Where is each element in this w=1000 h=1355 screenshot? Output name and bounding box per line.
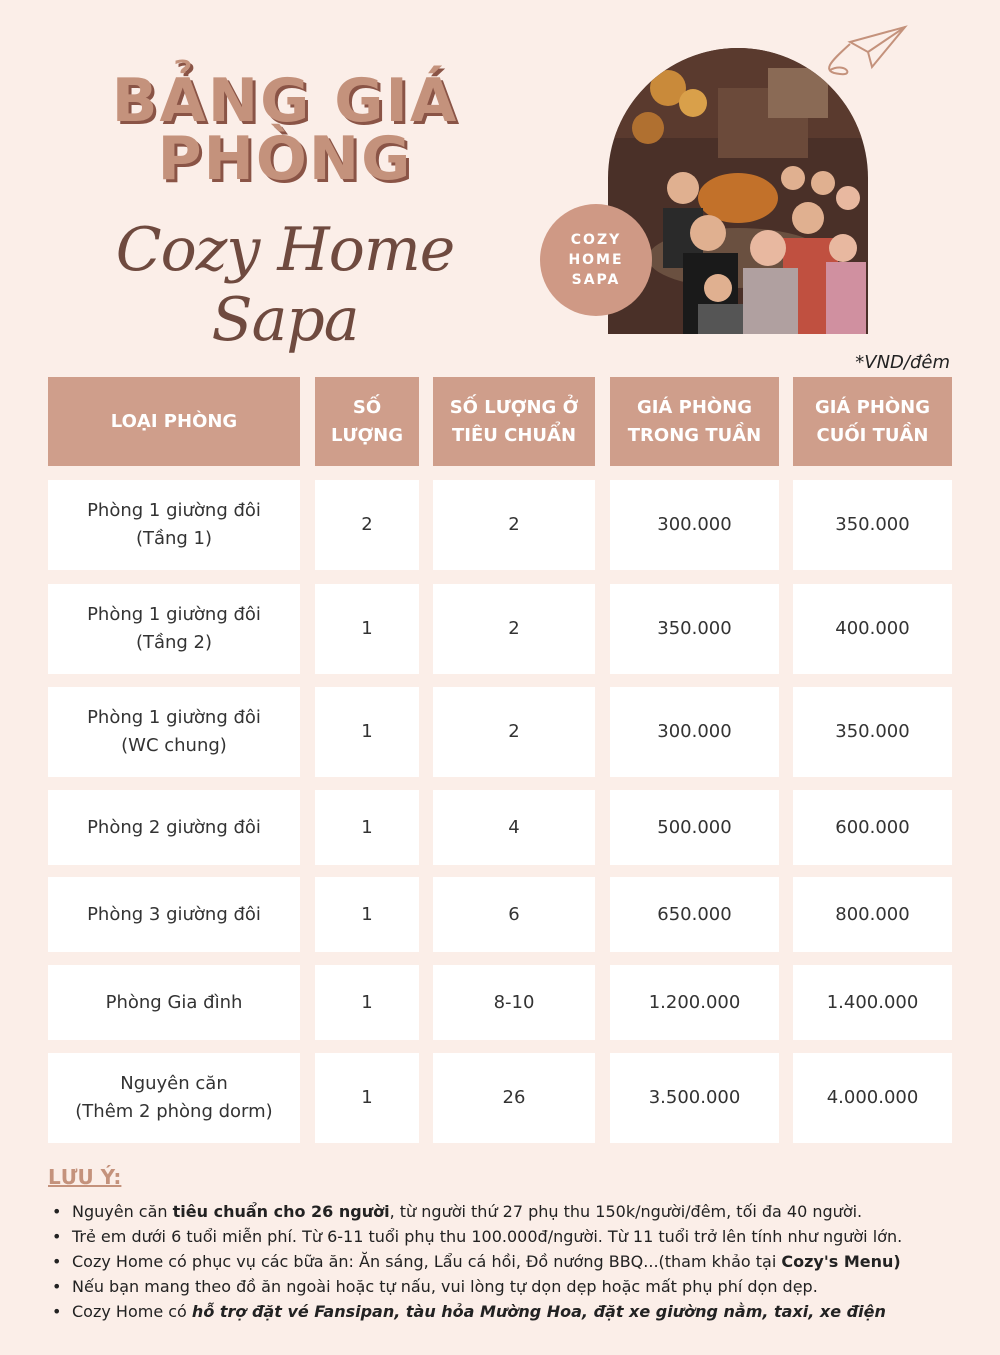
cell-weekend-price	[793, 965, 952, 1040]
cell-text: 300.000	[657, 514, 732, 535]
cell-text-line: Nguyên căn	[120, 1073, 228, 1094]
currency-unit-note: *VND/đêm	[855, 352, 950, 373]
cell-text: 1	[361, 816, 373, 838]
note-text: , từ người thứ 27 phụ thu 150k/người/đêm, tối đa 40 người.	[389, 1202, 863, 1221]
cell-text: 2	[508, 721, 520, 742]
cell-text: 350.000	[835, 721, 910, 742]
cell-standard-capacity	[433, 687, 595, 777]
note-text: tiêu chuẩn cho 26 người	[172, 1202, 390, 1221]
page-title	[95, 66, 475, 194]
cell-text: 1	[361, 991, 373, 1013]
header-text-line: TRONG TUẦN	[627, 424, 762, 446]
note-text: hỗ trợ đặt vé Fansipan, tàu hỏa Mường Hoa, đặt xe giường nằm, taxi, xe điện	[191, 1302, 886, 1321]
cell-text: 1	[361, 1087, 373, 1108]
cell-text: 3.500.000	[648, 1087, 741, 1108]
header-quantity	[315, 377, 419, 466]
cell-room-type	[48, 790, 300, 865]
notes-list	[48, 1199, 968, 1324]
cell-text: 2	[508, 618, 520, 639]
header-text-line: SỐ	[352, 396, 382, 418]
cell-text-line: Phòng 1 giường đôi	[87, 707, 261, 728]
cell-weekday-price	[610, 584, 779, 674]
cell-text-line: Phòng 1 giường đôi	[87, 604, 261, 625]
cell-text: 1	[361, 903, 373, 925]
cell-standard-capacity	[433, 480, 595, 570]
note-text: Cozy's Menu)	[781, 1252, 901, 1271]
header-room-type	[48, 377, 300, 466]
header-text-line: LƯỢNG	[330, 424, 404, 446]
cell-weekday-price	[610, 965, 779, 1040]
cell-weekend-price	[793, 877, 952, 952]
cell-text: 1	[361, 721, 373, 742]
note-item	[58, 1199, 968, 1224]
cell-text: 2	[508, 514, 520, 535]
cell-weekend-price	[793, 584, 952, 674]
badge-line-2: HOME	[568, 252, 624, 268]
cell-text: 1.200.000	[648, 991, 741, 1013]
cell-text: 800.000	[835, 903, 910, 925]
cell-text-line: Phòng 1 giường đôi	[87, 500, 261, 521]
cell-text: 600.000	[835, 816, 910, 838]
badge-line-1: COZY	[570, 232, 622, 248]
header-weekday-price	[610, 377, 779, 466]
note-item	[58, 1249, 968, 1274]
cell-text-line: Phòng 3 giường đôi	[87, 903, 261, 925]
cell-text-line: Phòng 2 giường đôi	[87, 816, 261, 838]
header-text-line: CUỐI TUẦN	[816, 424, 929, 446]
cell-room-type	[48, 965, 300, 1040]
cozy-home-badge	[540, 204, 652, 316]
cell-weekend-price	[793, 480, 952, 570]
cell-text: 500.000	[657, 816, 732, 838]
cell-weekday-price	[610, 1053, 779, 1143]
cell-text: 26	[502, 1087, 526, 1108]
title-line-1: BẢNG GIÁ	[111, 66, 459, 136]
notes-title: LƯU Ý:	[48, 1165, 122, 1189]
cell-standard-capacity	[433, 584, 595, 674]
badge-line-3: SAPA	[571, 272, 621, 288]
cell-quantity	[315, 790, 419, 865]
cell-text: 1.400.000	[826, 991, 919, 1013]
header-weekend-price	[793, 377, 952, 466]
cell-text: 350.000	[835, 514, 910, 535]
cell-room-type	[48, 877, 300, 952]
cell-text: 6	[508, 903, 520, 925]
cell-weekday-price	[610, 877, 779, 952]
cell-quantity	[315, 965, 419, 1040]
cell-text: 400.000	[835, 618, 910, 639]
cell-weekend-price	[793, 1053, 952, 1143]
cell-text-line: Phòng Gia đình	[105, 991, 243, 1013]
cell-text: 8-10	[493, 991, 535, 1013]
note-text: Cozy Home có phục vụ các bữa ăn: Ăn sáng, Lẩu cá hồi, Đồ nướng BBQ...(tham khảo tại	[72, 1252, 782, 1271]
cell-standard-capacity	[433, 790, 595, 865]
cell-text-line: (Tầng 2)	[135, 632, 213, 653]
cell-text: 650.000	[657, 903, 732, 925]
header-text-line: TIÊU CHUẨN	[451, 424, 577, 446]
cell-text-line: (Thêm 2 phòng dorm)	[75, 1101, 273, 1122]
paper-plane-icon	[810, 22, 910, 82]
cell-quantity	[315, 480, 419, 570]
cell-room-type	[48, 584, 300, 674]
cell-text-line: (WC chung)	[121, 735, 227, 756]
cell-text-line: (Tầng 1)	[135, 528, 213, 549]
cell-standard-capacity	[433, 1053, 595, 1143]
note-text: Cozy Home có	[72, 1302, 192, 1321]
cell-weekday-price	[610, 687, 779, 777]
cell-weekend-price	[793, 687, 952, 777]
cell-text: 350.000	[657, 618, 732, 639]
cell-standard-capacity	[433, 877, 595, 952]
note-text: Trẻ em dưới 6 tuổi miễn phí. Từ 6-11 tuổi phụ thu 100.000đ/người. Từ 11 tuổi trở lên tính như người lớn.	[72, 1227, 903, 1246]
brand-script-title: Cozy Home Sapa	[115, 215, 455, 355]
cell-room-type	[48, 687, 300, 777]
cell-text: 1	[361, 618, 373, 639]
cell-weekday-price	[610, 790, 779, 865]
cell-weekday-price	[610, 480, 779, 570]
cell-quantity	[315, 1053, 419, 1143]
note-item	[58, 1274, 968, 1299]
note-text: Nguyên căn	[72, 1202, 173, 1221]
cell-text: 4.000.000	[826, 1087, 919, 1108]
header-text-line: SỐ LƯỢNG Ở	[449, 396, 579, 418]
cell-quantity	[315, 877, 419, 952]
note-item	[58, 1299, 968, 1324]
note-item	[58, 1224, 968, 1249]
cell-text: 2	[361, 514, 373, 535]
title-line-2: PHÒNG	[157, 124, 413, 194]
cell-room-type	[48, 1053, 300, 1143]
header-text-line: GIÁ PHÒNG	[814, 396, 931, 418]
cell-standard-capacity	[433, 965, 595, 1040]
group-photo	[608, 48, 868, 334]
notes-section	[48, 1165, 968, 1324]
cell-text: 4	[508, 816, 520, 838]
header-text-line: GIÁ PHÒNG	[636, 396, 753, 418]
cell-weekend-price	[793, 790, 952, 865]
header-standard-capacity	[433, 377, 595, 466]
note-text: Nếu bạn mang theo đồ ăn ngoài hoặc tự nấu, vui lòng tự dọn dẹp hoặc mất phụ phí dọn dẹp.	[72, 1277, 818, 1296]
cell-room-type	[48, 480, 300, 570]
cell-text: 300.000	[657, 721, 732, 742]
cell-quantity	[315, 584, 419, 674]
cell-quantity	[315, 687, 419, 777]
photo-illustration	[608, 48, 868, 334]
header-text-line: LOẠI PHÒNG	[110, 410, 238, 432]
